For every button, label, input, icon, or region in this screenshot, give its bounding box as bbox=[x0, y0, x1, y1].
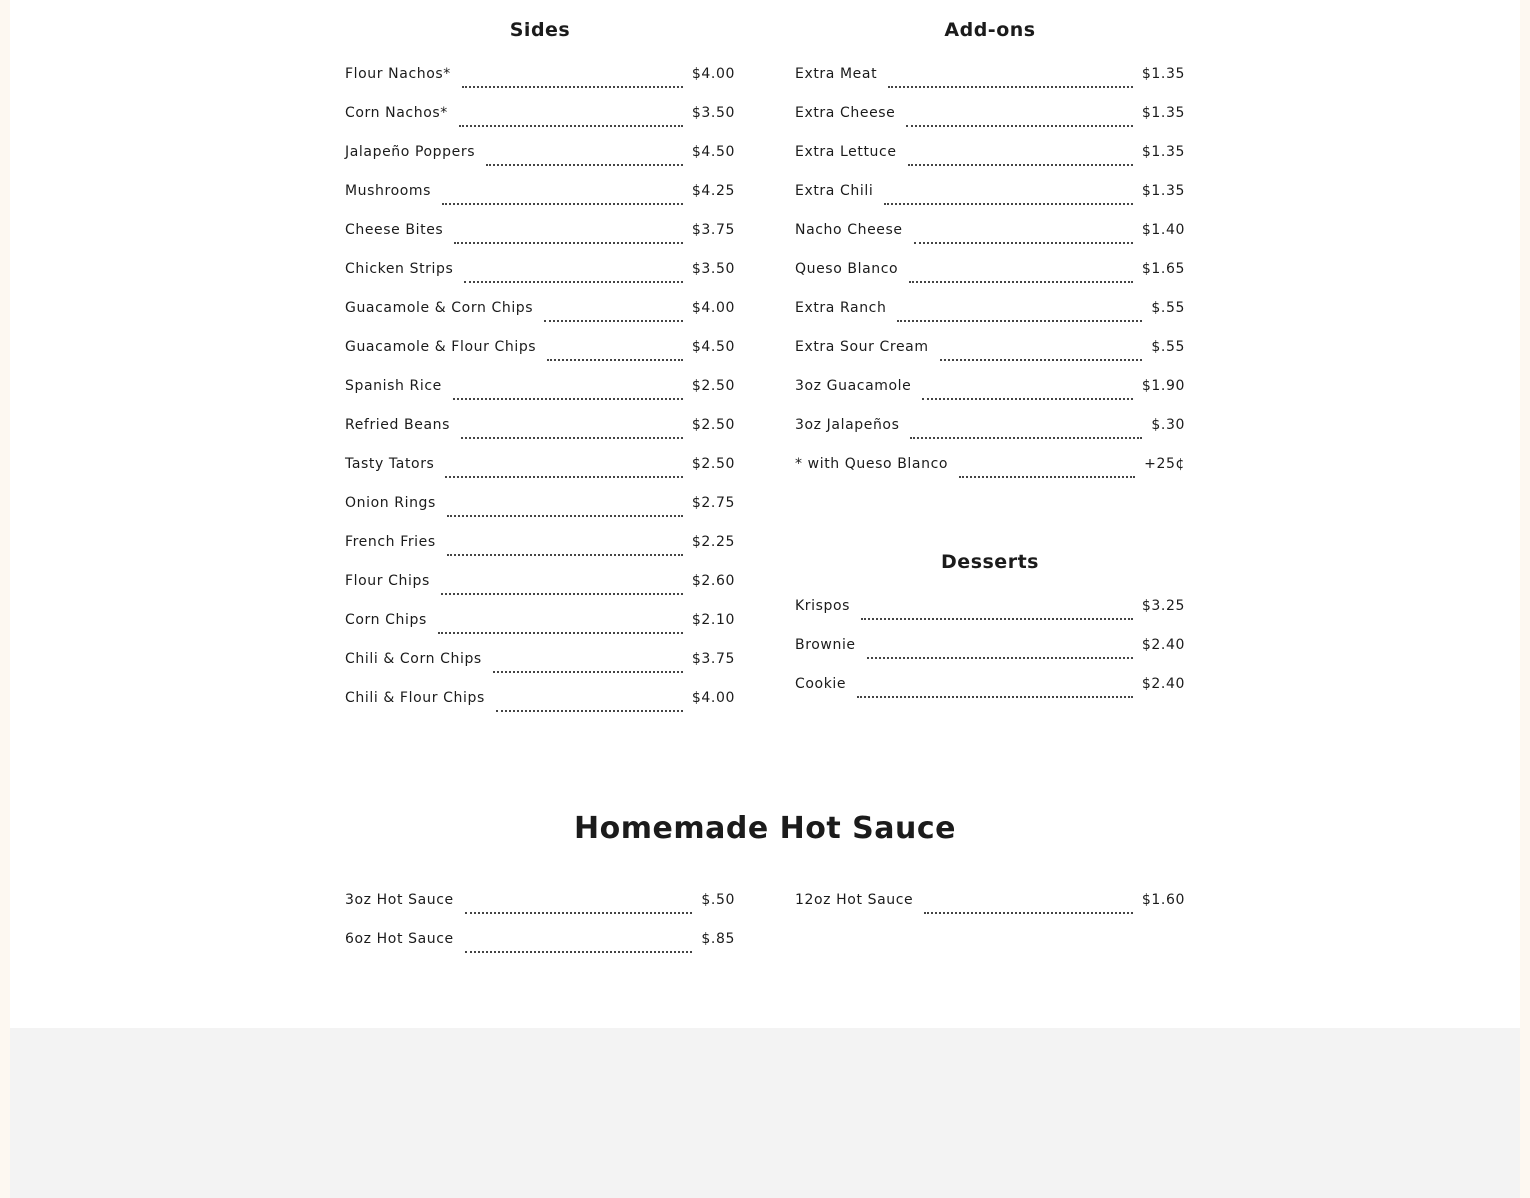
dot-leader bbox=[496, 709, 683, 712]
menu-item bbox=[795, 456, 1185, 495]
menu-item bbox=[795, 300, 1185, 339]
menu-item-price: $.85 bbox=[701, 931, 735, 947]
menu-item-price: $3.25 bbox=[1141, 598, 1185, 614]
menu-item-name: Cookie bbox=[795, 676, 847, 692]
menu-item-price: $2.25 bbox=[691, 534, 735, 550]
menu-item-price: $1.35 bbox=[1141, 105, 1185, 121]
menu-item-name: Jalapeño Poppers bbox=[345, 144, 476, 160]
dot-leader bbox=[959, 475, 1135, 478]
dot-leader bbox=[908, 163, 1133, 166]
menu-item-price: $1.40 bbox=[1141, 222, 1185, 238]
menu-item bbox=[795, 892, 1185, 931]
hot-sauce-left-column bbox=[345, 892, 735, 970]
hot-sauce-right-list bbox=[795, 892, 1185, 931]
dot-leader bbox=[453, 397, 683, 400]
menu-item-name: Queso Blanco bbox=[795, 261, 899, 277]
menu-item bbox=[795, 417, 1185, 456]
menu-item bbox=[345, 456, 735, 495]
menu-item-name: Flour Nachos* bbox=[345, 66, 451, 82]
dot-leader bbox=[486, 163, 683, 166]
menu-item-name: Krispos bbox=[795, 598, 851, 614]
dot-leader bbox=[857, 695, 1133, 698]
menu-item bbox=[345, 690, 735, 729]
menu-item-name: Chili & Flour Chips bbox=[345, 690, 485, 706]
menu-item-price: $1.35 bbox=[1141, 66, 1185, 82]
menu-item bbox=[795, 66, 1185, 105]
menu-item bbox=[345, 222, 735, 261]
menu-item-name: Extra Cheese bbox=[795, 105, 896, 121]
menu-item-price: $2.40 bbox=[1141, 676, 1185, 692]
addons-list bbox=[795, 66, 1185, 495]
sides-heading: Sides bbox=[509, 19, 571, 41]
desserts-section bbox=[795, 550, 1185, 715]
dot-leader bbox=[445, 475, 682, 478]
menu-item-name: 3oz Guacamole bbox=[795, 378, 912, 394]
dot-leader bbox=[910, 436, 1142, 439]
addons-section bbox=[795, 18, 1185, 495]
menu-item-price: $2.75 bbox=[691, 495, 735, 511]
menu-item-price: +25¢ bbox=[1144, 456, 1185, 472]
hot-sauce-left-list bbox=[345, 892, 735, 970]
menu-item-name: Extra Ranch bbox=[795, 300, 887, 316]
menu-item bbox=[795, 598, 1185, 637]
menu-item bbox=[795, 144, 1185, 183]
dot-leader bbox=[442, 202, 683, 205]
menu-item-price: $4.00 bbox=[691, 66, 735, 82]
sides-list bbox=[345, 66, 735, 729]
menu-item bbox=[795, 378, 1185, 417]
menu-item-name: Extra Lettuce bbox=[795, 144, 897, 160]
menu-item bbox=[345, 183, 735, 222]
menu-item-name: 3oz Jalapeños bbox=[795, 417, 900, 433]
menu-item-price: $3.50 bbox=[691, 105, 735, 121]
dot-leader bbox=[922, 397, 1133, 400]
menu-item bbox=[345, 417, 735, 456]
menu-item bbox=[345, 892, 735, 931]
sides-section bbox=[345, 18, 735, 729]
menu-item-name: Extra Sour Cream bbox=[795, 339, 929, 355]
menu-item-price: $1.35 bbox=[1141, 144, 1185, 160]
menu-item-price: $4.25 bbox=[691, 183, 735, 199]
menu-item bbox=[345, 105, 735, 144]
dot-leader bbox=[897, 319, 1142, 322]
desserts-list bbox=[795, 598, 1185, 715]
menu-item-price: $.55 bbox=[1151, 339, 1185, 355]
menu-item bbox=[345, 534, 735, 573]
dot-leader bbox=[544, 319, 683, 322]
dot-leader bbox=[884, 202, 1133, 205]
menu-item-name: Spanish Rice bbox=[345, 378, 442, 394]
menu-item-name: 12oz Hot Sauce bbox=[795, 892, 914, 908]
addons-heading: Add-ons bbox=[944, 19, 1036, 41]
menu-item-price: $1.60 bbox=[1141, 892, 1185, 908]
menu-item-name: Cheese Bites bbox=[345, 222, 444, 238]
dot-leader bbox=[464, 280, 683, 283]
dot-leader bbox=[909, 280, 1133, 283]
menu-item-price: $1.65 bbox=[1141, 261, 1185, 277]
dot-leader bbox=[493, 670, 683, 673]
menu-item bbox=[795, 339, 1185, 378]
dot-leader bbox=[461, 436, 683, 439]
menu-item-name: Extra Meat bbox=[795, 66, 878, 82]
menu-item bbox=[345, 339, 735, 378]
menu-item-price: $2.50 bbox=[691, 417, 735, 433]
dot-leader bbox=[441, 592, 683, 595]
dot-leader bbox=[447, 514, 683, 517]
dot-leader bbox=[861, 617, 1133, 620]
menu-item bbox=[795, 637, 1185, 676]
dot-leader bbox=[465, 911, 693, 914]
menu-item-name: French Fries bbox=[345, 534, 436, 550]
menu-item bbox=[795, 222, 1185, 261]
menu-item-name: Guacamole & Flour Chips bbox=[345, 339, 537, 355]
menu-item bbox=[345, 261, 735, 300]
menu-item-name: Guacamole & Corn Chips bbox=[345, 300, 534, 316]
dot-leader bbox=[454, 241, 683, 244]
menu-item-name: Corn Nachos* bbox=[345, 105, 448, 121]
menu-item-name: Chicken Strips bbox=[345, 261, 454, 277]
dot-leader bbox=[914, 241, 1133, 244]
dot-leader bbox=[438, 631, 683, 634]
menu-item bbox=[345, 300, 735, 339]
menu-item-price: $1.35 bbox=[1141, 183, 1185, 199]
dot-leader bbox=[867, 656, 1133, 659]
dot-leader bbox=[888, 85, 1133, 88]
menu-item-name: Flour Chips bbox=[345, 573, 430, 589]
menu-item-price: $2.50 bbox=[691, 378, 735, 394]
menu-item bbox=[795, 261, 1185, 300]
menu-item-price: $2.40 bbox=[1141, 637, 1185, 653]
menu-item-price: $4.00 bbox=[691, 690, 735, 706]
footer-band bbox=[10, 1028, 1520, 1198]
menu-item-price: $.55 bbox=[1151, 300, 1185, 316]
menu-item-name: Chili & Corn Chips bbox=[345, 651, 482, 667]
menu-item-price: $4.00 bbox=[691, 300, 735, 316]
menu-item bbox=[345, 495, 735, 534]
menu-item-name: Mushrooms bbox=[345, 183, 432, 199]
menu-item bbox=[345, 612, 735, 651]
menu-item bbox=[795, 183, 1185, 222]
desserts-heading: Desserts bbox=[941, 551, 1039, 573]
menu-item bbox=[795, 676, 1185, 715]
menu-item-price: $2.60 bbox=[691, 573, 735, 589]
dot-leader bbox=[547, 358, 683, 361]
menu-item-name: Nacho Cheese bbox=[795, 222, 903, 238]
menu-item-name: Tasty Tators bbox=[345, 456, 435, 472]
menu-item-name: Corn Chips bbox=[345, 612, 427, 628]
menu-item-name: * with Queso Blanco bbox=[795, 456, 949, 472]
dot-leader bbox=[906, 124, 1133, 127]
menu-item-name: Refried Beans bbox=[345, 417, 451, 433]
dot-leader bbox=[940, 358, 1143, 361]
menu-item-name: Extra Chili bbox=[795, 183, 874, 199]
menu-item-price: $4.50 bbox=[691, 144, 735, 160]
menu-item bbox=[345, 378, 735, 417]
dot-leader bbox=[465, 950, 693, 953]
menu-item bbox=[345, 573, 735, 612]
menu-item-price: $3.75 bbox=[691, 222, 735, 238]
menu-item-name: Onion Rings bbox=[345, 495, 436, 511]
menu-item-price: $1.90 bbox=[1141, 378, 1185, 394]
dot-leader bbox=[459, 124, 683, 127]
menu-item-price: $2.10 bbox=[691, 612, 735, 628]
menu-item-price: $3.75 bbox=[691, 651, 735, 667]
menu-item-price: $.50 bbox=[701, 892, 735, 908]
menu-item-name: 3oz Hot Sauce bbox=[345, 892, 454, 908]
menu-item-price: $.30 bbox=[1151, 417, 1185, 433]
dot-leader bbox=[462, 85, 683, 88]
menu-item-price: $2.50 bbox=[691, 456, 735, 472]
hot-sauce-right-column bbox=[795, 892, 1185, 931]
menu-item bbox=[345, 66, 735, 105]
menu-item-price: $4.50 bbox=[691, 339, 735, 355]
dot-leader bbox=[924, 911, 1133, 914]
dot-leader bbox=[447, 553, 683, 556]
menu-item-name: 6oz Hot Sauce bbox=[345, 931, 454, 947]
menu-item bbox=[795, 105, 1185, 144]
menu-item bbox=[345, 651, 735, 690]
menu-page bbox=[10, 0, 1520, 1198]
hot-sauce-heading: Homemade Hot Sauce bbox=[574, 811, 956, 846]
menu-item bbox=[345, 144, 735, 183]
menu-item-name: Brownie bbox=[795, 637, 856, 653]
menu-item-price: $3.50 bbox=[691, 261, 735, 277]
menu-item bbox=[345, 931, 735, 970]
